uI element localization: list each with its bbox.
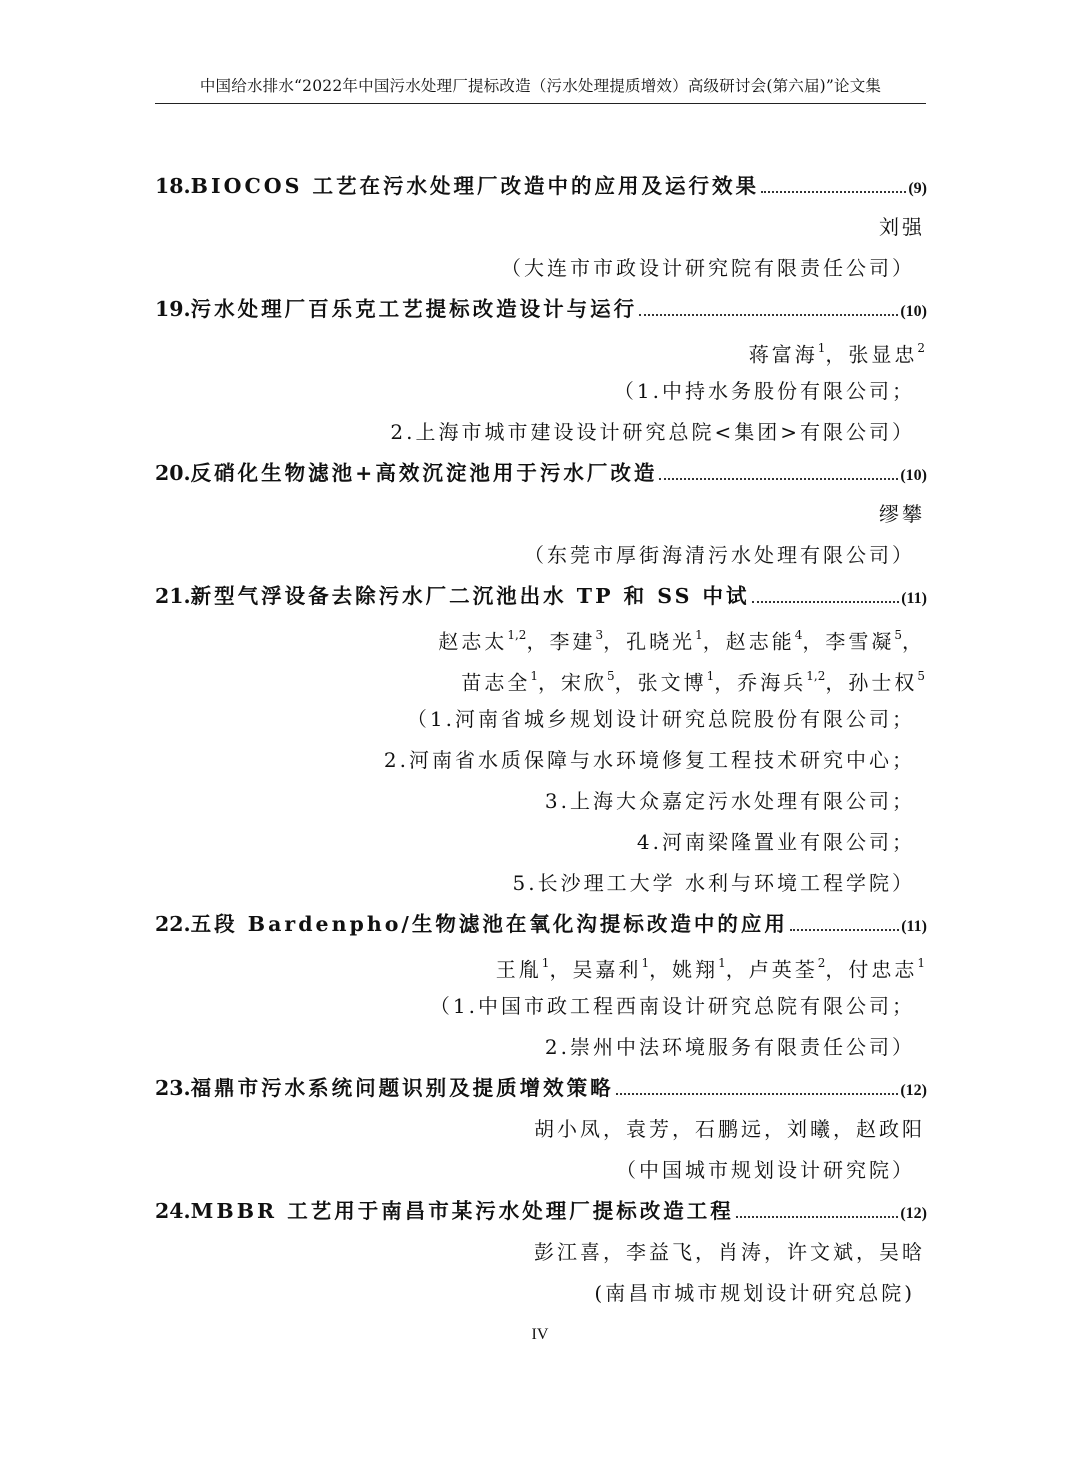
entry-affiliation: （大连市市政设计研究院有限责任公司） (501, 256, 915, 280)
entry-authors: 胡小凤，袁芳，石鹏远，刘曦，赵政阳 (534, 1117, 925, 1141)
author-name: 乔海兵 (737, 670, 807, 695)
entry-affiliation: 4.河南梁隆置业有限公司； (636, 830, 915, 854)
entry-affiliation: 2.崇州中法环境服务有限责任公司） (544, 1035, 915, 1059)
entry-authors (155, 330, 927, 371)
author-separator: ， (802, 629, 826, 654)
author-name: 赵志能 (725, 629, 795, 654)
author-name: 孙士权 (848, 670, 918, 695)
author-name: 蒋富海 (748, 342, 818, 367)
entry-affiliation: （1.中持水务股份有限公司； (613, 379, 915, 403)
entry-title: 污水处理厂百乐克工艺提标改造设计与运行 (190, 297, 638, 321)
author-separator: ， (649, 957, 673, 982)
entry-affiliation: 2.河南省水质保障与水环境修复工程技术研究中心； (383, 748, 915, 772)
dot-leader (639, 313, 898, 316)
author-affiliation-mark: 1 (641, 956, 650, 970)
author-name: 姚翔 (672, 957, 719, 982)
author-name: 赵志太 (438, 629, 508, 654)
author-affiliation-mark: 1 (817, 341, 826, 355)
author-affiliation-mark: 5 (894, 628, 902, 642)
author-name: 李建 (549, 629, 596, 654)
dot-leader (752, 600, 900, 603)
entry-affiliation: 5.长沙理工大学 水利与环境工程学院） (512, 871, 915, 895)
author-name: 张文博 (637, 670, 707, 695)
entry-affiliation: （东莞市厚街海清污水处理有限公司） (524, 543, 915, 567)
author-separator: ， (537, 670, 561, 695)
author-affiliation-mark: 4 (794, 628, 803, 642)
dot-leader (736, 1215, 899, 1218)
author-separator: ， (825, 342, 849, 367)
entry-page: (9) (908, 180, 927, 197)
author-separator: ， (725, 957, 749, 982)
author-name: 张显忠 (848, 342, 918, 367)
author-separator: ， (614, 670, 638, 695)
table-of-contents (155, 166, 927, 1314)
author-affiliation-mark: 1,2 (806, 669, 826, 683)
author-separator: ， (702, 629, 726, 654)
entry-page: (11) (901, 918, 927, 935)
entry-affiliation: （1.河南省城乡规划设计研究总院股份有限公司； (406, 707, 915, 731)
page-number: IV (531, 1326, 549, 1343)
entry-page: (11) (901, 590, 927, 607)
author-separator: ， (526, 629, 550, 654)
entry-authors (155, 658, 927, 699)
entry-number: 18. (155, 174, 191, 198)
author-name: 卢英荃 (748, 957, 818, 982)
entry-number: 19. (155, 297, 191, 321)
toc-entry-18[interactable] (155, 166, 927, 207)
author-affiliation-mark: 1 (530, 669, 538, 683)
entry-page: (10) (900, 303, 927, 320)
author-name: 王胤 (495, 957, 542, 982)
entry-title: MBBR 工艺用于南昌市某污水处理厂提标改造工程 (190, 1199, 734, 1223)
entry-authors: 刘强 (879, 215, 925, 239)
toc-entry-19[interactable] (155, 289, 927, 330)
author-affiliation-mark: 1 (695, 628, 703, 642)
dot-leader (790, 928, 899, 931)
author-separator: ， (549, 957, 573, 982)
author-affiliation-mark: 2 (817, 956, 826, 970)
author-affiliation-mark: 1 (917, 956, 925, 970)
toc-entry-20[interactable] (155, 453, 927, 494)
entry-authors (155, 945, 927, 986)
entry-title: 新型气浮设备去除污水厂二沉池出水 TP 和 SS 中试 (190, 584, 750, 608)
entry-affiliation: （中国城市规划设计研究院） (616, 1158, 915, 1182)
toc-entry-22[interactable] (155, 904, 927, 945)
header-rule (155, 103, 926, 104)
dot-leader (761, 190, 906, 193)
author-affiliation-mark: 1 (541, 956, 550, 970)
author-name: 李雪凝 (825, 629, 895, 654)
entry-affiliation: （1.中国市政工程西南设计研究总院有限公司； (429, 994, 915, 1018)
entry-title: 反硝化生物滤池+高效沉淀池用于污水厂改造 (190, 461, 658, 485)
author-separator: ， (902, 629, 925, 654)
entry-page: (12) (900, 1082, 927, 1099)
entry-affiliation: (南昌市城市规划设计研究总院) (594, 1281, 915, 1305)
author-separator: ， (825, 957, 849, 982)
running-header: 中国给水排水“2022年中国污水处理厂提标改造（污水处理提质增效）高级研讨会(第六届)”论文集 (199, 77, 882, 95)
author-name: 苗志全 (461, 670, 531, 695)
entry-number: 24. (155, 1199, 191, 1223)
toc-entry-23[interactable] (155, 1068, 927, 1109)
author-affiliation-mark: 1 (718, 956, 726, 970)
dot-leader (659, 477, 898, 480)
entry-number: 21. (155, 584, 191, 608)
author-name: 孔晓光 (626, 629, 696, 654)
author-name: 吴嘉利 (572, 957, 642, 982)
author-affiliation-mark: 1 (706, 669, 715, 683)
entry-authors (155, 617, 927, 658)
entry-number: 22. (155, 912, 191, 936)
entry-page: (12) (900, 1205, 927, 1222)
entry-title: BIOCOS 工艺在污水处理厂改造中的应用及运行效果 (190, 174, 760, 198)
author-affiliation-mark: 5 (606, 669, 615, 683)
author-affiliation-mark: 1,2 (507, 628, 527, 642)
dot-leader (616, 1092, 899, 1095)
entry-title: 五段 Bardenpho/生物滤池在氧化沟提标改造中的应用 (190, 912, 788, 936)
entry-affiliation: 2.上海市城市建设设计研究总院<集团>有限公司） (390, 420, 915, 444)
entry-number: 23. (155, 1076, 191, 1100)
author-affiliation-mark: 2 (917, 341, 925, 355)
author-affiliation-mark: 5 (917, 669, 925, 683)
author-separator: ， (603, 629, 627, 654)
author-separator: ， (825, 670, 849, 695)
author-affiliation-mark: 3 (595, 628, 604, 642)
author-name: 宋欣 (560, 670, 607, 695)
toc-entry-21[interactable] (155, 576, 927, 617)
entry-authors: 缪攀 (879, 502, 925, 526)
entry-page: (10) (900, 467, 927, 484)
entry-affiliation: 3.上海大众嘉定污水处理有限公司； (544, 789, 915, 813)
entry-number: 20. (155, 461, 191, 485)
author-name: 付忠志 (848, 957, 918, 982)
author-separator: ， (714, 670, 738, 695)
entry-title: 福鼎市污水系统问题识别及提质增效策略 (190, 1076, 614, 1100)
toc-entry-24[interactable] (155, 1191, 927, 1232)
entry-authors: 彭江喜，李益飞，肖涛，许文斌，吴晗 (534, 1240, 925, 1264)
